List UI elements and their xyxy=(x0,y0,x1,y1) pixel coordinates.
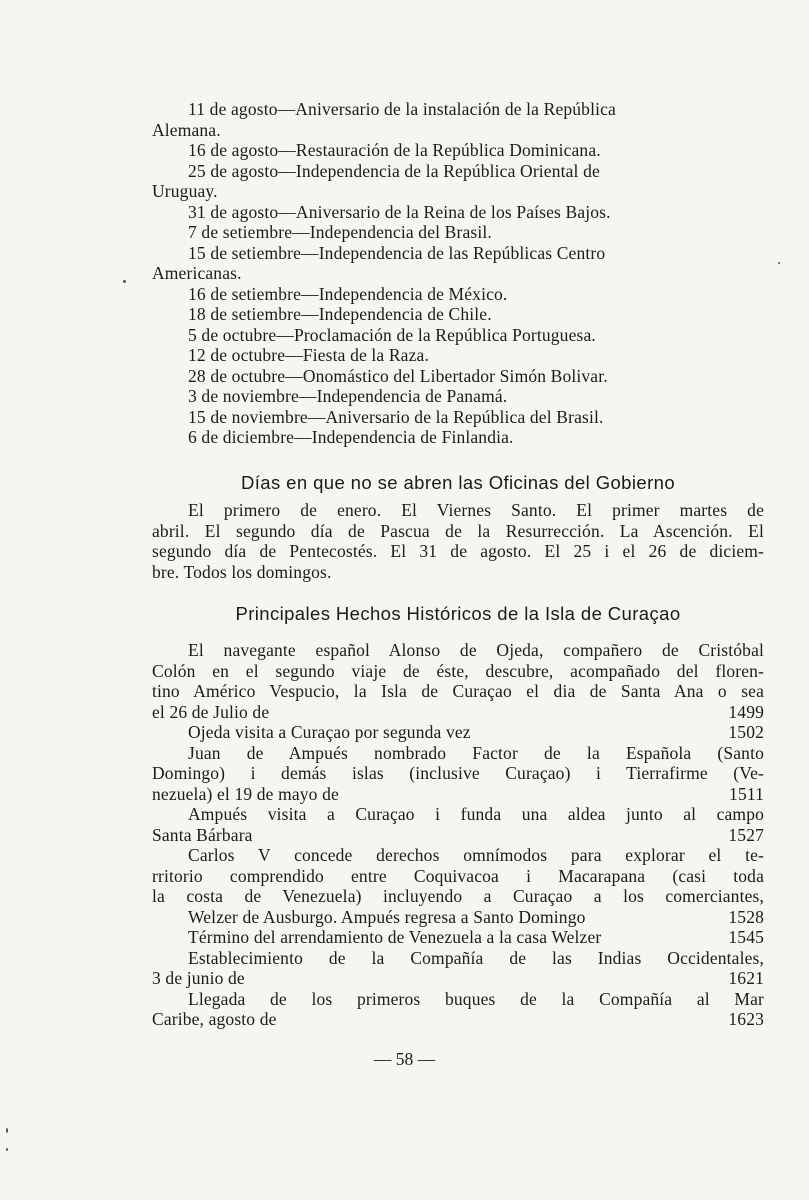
chronology-year: 1502 xyxy=(728,722,764,742)
paragraph-line: Ampués visita a Curaçao i funda una aldea junto al campo xyxy=(188,804,764,824)
paragraph-line: Llegada de los primeros buques de la Compañía al Mar xyxy=(188,988,764,1009)
scan-speck xyxy=(778,262,780,264)
chronology-text: Santa Bárbara xyxy=(152,824,253,845)
history-list xyxy=(152,640,764,1030)
chronology-entry xyxy=(152,968,764,989)
date-line: 28 de octubre—Onomástico del Libertador Simón Bolivar. xyxy=(188,365,608,386)
chronology-year: 1623 xyxy=(728,1009,764,1029)
page-number: — 58 — xyxy=(373,1049,436,1069)
chronology-text: nezuela) el 19 de mayo de xyxy=(152,783,339,804)
scan-speck xyxy=(123,280,126,283)
date-line: 7 de setiembre—Independencia del Brasil. xyxy=(188,222,492,242)
chronology-text: Término del arrendamiento de Venezuela a la casa Welzer xyxy=(188,927,602,947)
date-line-continuation: Alemana. xyxy=(152,119,221,140)
chronology-year: 1621 xyxy=(728,968,764,988)
section-heading-holidays: Días en que no se abren las Oficinas del Gobierno xyxy=(240,472,676,493)
chronology-year: 1499 xyxy=(728,701,764,722)
scan-speck xyxy=(6,1128,8,1133)
chronology-year: 1545 xyxy=(728,927,764,947)
paragraph-line: segundo día de Pentecostés. El 31 de agosto. El 25 i el 26 de diciem- xyxy=(152,541,764,561)
chronology-text: 3 de junio de xyxy=(152,968,245,988)
chronology-year: 1527 xyxy=(728,824,764,845)
section-heading-history: Principales Hechos Históricos de la Isla de Curaçao xyxy=(235,603,681,624)
paragraph-line: Establecimiento de la Compañía de las Indias Occidentales, xyxy=(188,947,764,968)
date-line: 6 de diciembre—Independencia de Finlandia. xyxy=(188,427,514,447)
chronology-entry xyxy=(152,702,764,723)
chronology-entry xyxy=(152,907,764,928)
anniversary-list xyxy=(152,99,764,448)
chronology-text: Caribe, agosto de xyxy=(152,1009,277,1029)
paragraph-line: El primero de enero. El Viernes Santo. El primer martes de xyxy=(188,500,764,520)
date-line: 15 de noviembre—Aniversario de la República del Brasil. xyxy=(188,406,604,427)
chronology-entry xyxy=(152,927,764,948)
paragraph-line: Domingo) i demás islas (inclusive Curaçao) i Tierrafirme (Ve- xyxy=(152,763,764,783)
chronology-year: 1511 xyxy=(729,783,764,804)
date-line: 25 de agosto—Independencia de la República Oriental de xyxy=(188,160,600,181)
paragraph-line: rritorio comprendido entre Coquivacoa i Macarapana (casi toda xyxy=(152,865,764,886)
paragraph-line: Juan de Ampués nombrado Factor de la Española (Santo xyxy=(188,742,764,763)
paragraph-line: bre. Todos los domingos. xyxy=(152,561,332,582)
chronology-text: Ojeda visita a Curaçao por segunda vez xyxy=(188,722,471,742)
date-line: 16 de agosto—Restauración de la República Dominicana. xyxy=(188,140,601,160)
date-line: 5 de octubre—Proclamación de la República Portuguesa. xyxy=(188,324,596,345)
chronology-entry xyxy=(152,784,764,805)
paragraph-line: El navegante español Alonso de Ojeda, compañero de Cristóbal xyxy=(188,640,764,660)
chronology-entry xyxy=(152,722,764,743)
date-line: 18 de setiembre—Independencia de Chile. xyxy=(188,304,492,324)
chronology-entry xyxy=(152,825,764,846)
date-line: 15 de setiembre—Independencia de las Repúblicas Centro xyxy=(188,242,606,263)
date-line: 11 de agosto—Aniversario de la instalación de la República xyxy=(188,99,616,119)
date-line-continuation: Uruguay. xyxy=(152,181,218,201)
date-line-continuation: Americanas. xyxy=(152,263,242,283)
holidays-paragraph xyxy=(152,500,764,582)
chronology-entry xyxy=(152,1009,764,1030)
scan-speck xyxy=(6,1148,8,1151)
date-line: 31 de agosto—Aniversario de la Reina de los Países Bajos. xyxy=(188,201,611,222)
chronology-text: Welzer de Ausburgo. Ampués regresa a Santo Domingo xyxy=(188,906,586,927)
date-line: 3 de noviembre—Independencia de Panamá. xyxy=(188,386,508,406)
paragraph-line: la costa de Venezuela) incluyendo a Curaçao a los comerciantes, xyxy=(152,886,764,906)
date-line: 12 de octubre—Fiesta de la Raza. xyxy=(188,345,429,365)
paragraph-line: tino Américo Vespucio, la Isla de Curaçao el dia de Santa Ana o sea xyxy=(152,681,764,701)
paragraph-line: abril. El segundo día de Pascua de la Resurrección. La Ascención. El xyxy=(152,520,764,541)
chronology-text: el 26 de Julio de xyxy=(152,701,270,722)
chronology-year: 1528 xyxy=(728,906,764,927)
paragraph-line: Carlos V concede derechos omnímodos para explorar el te- xyxy=(188,845,764,865)
date-line: 16 de setiembre—Independencia de México. xyxy=(188,283,508,304)
paragraph-line: Colón en el segundo viaje de éste, descubre, acompañado del floren- xyxy=(152,660,764,681)
